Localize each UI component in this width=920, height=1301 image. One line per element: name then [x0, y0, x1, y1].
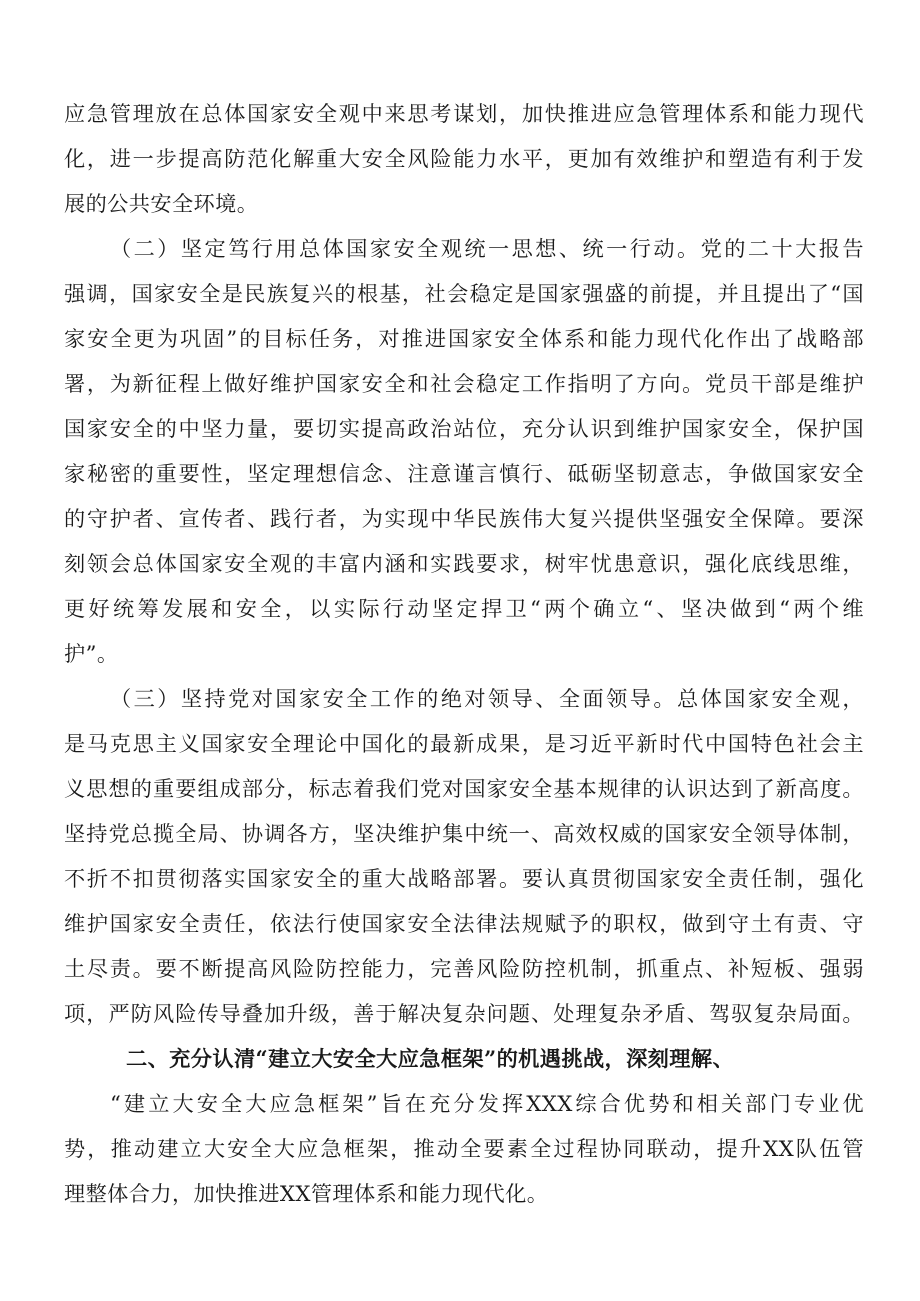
text-line: 家秘密的重要性，坚定理想信念、注意谨言慎行、砥砺坚韧意志，争做国家安全	[64, 461, 864, 486]
text-line: 项，严防风险传导叠加升级，善于解决复杂问题、处理复杂矛盾、驾驭复杂局面。	[64, 1001, 864, 1026]
text-line: 强调，国家安全是民族复兴的根基，社会稳定是国家强盛的前提，并且提出了“国	[64, 281, 864, 306]
text-line: 国家安全的中坚力量，要切实提高政治站位，充分认识到维护国家安全，保护国	[64, 416, 864, 441]
text-line: 更好统筹发展和安全，以实际行动坚定捍卫“两个确立“、坚决做到“两个维	[64, 596, 864, 621]
text-line: 坚持党总揽全局、协调各方，坚决维护集中统一、高效权威的国家安全领导体制，	[64, 821, 864, 846]
text-line: 义思想的重要组成部分，标志着我们党对国家安全基本规律的认识达到了新高度。	[64, 776, 864, 801]
text-line: 展的公共安全环境。	[64, 191, 259, 216]
text-line: 刻领会总体国家安全观的丰富内涵和实践要求，树牢忧患意识，强化底线思维，	[64, 551, 864, 576]
text-line: 不折不扣贯彻落实国家安全的重大战略部署。要认真贯彻国家安全责任制，强化	[64, 866, 864, 891]
text-line: 的守护者、宣传者、践行者，为实现中华民族伟大复兴提供坚强安全保障。要深	[64, 506, 864, 531]
text-line: 化，进一步提高防范化解重大安全风险能力水平，更加有效维护和塑造有利于发	[64, 146, 864, 171]
section-heading: 二、充分认清“建立大安全大应急框架”的机遇挑战，深刻理解、	[126, 1046, 735, 1071]
text-line: 势，推动建立大安全大应急框架，推动全要素全过程协同联动，提升XX队伍管	[64, 1136, 864, 1161]
paragraph-first-line: （二）坚定笃行用总体国家安全观统一思想、统一行动。党的二十大报告	[110, 236, 864, 261]
text-line: 土尽责。要不断提高风险防控能力，完善风险防控机制，抓重点、补短板、强弱	[64, 956, 864, 981]
text-line: 家安全更为巩固”的目标任务，对推进国家安全体系和能力现代化作出了战略部	[64, 326, 864, 351]
paragraph-first-line: “建立大安全大应急框架”旨在充分发挥XXX综合优势和相关部门专业优	[110, 1091, 864, 1116]
text-line: 应急管理放在总体国家安全观中来思考谋划，加快推进应急管理体系和能力现代	[64, 101, 864, 126]
paragraph-first-line: （三）坚持党对国家安全工作的绝对领导、全面领导。总体国家安全观，	[110, 686, 864, 711]
text-line: 署，为新征程上做好维护国家安全和社会稳定工作指明了方向。党员干部是维护	[64, 371, 864, 396]
text-line: 理整体合力，加快推进XX管理体系和能力现代化。	[64, 1181, 549, 1206]
text-line: 护”。	[64, 641, 119, 666]
text-line: 是马克思主义国家安全理论中国化的最新成果，是习近平新时代中国特色社会主	[64, 731, 864, 756]
text-line: 维护国家安全责任，依法行使国家安全法律法规赋予的职权，做到守土有责、守	[64, 911, 864, 936]
